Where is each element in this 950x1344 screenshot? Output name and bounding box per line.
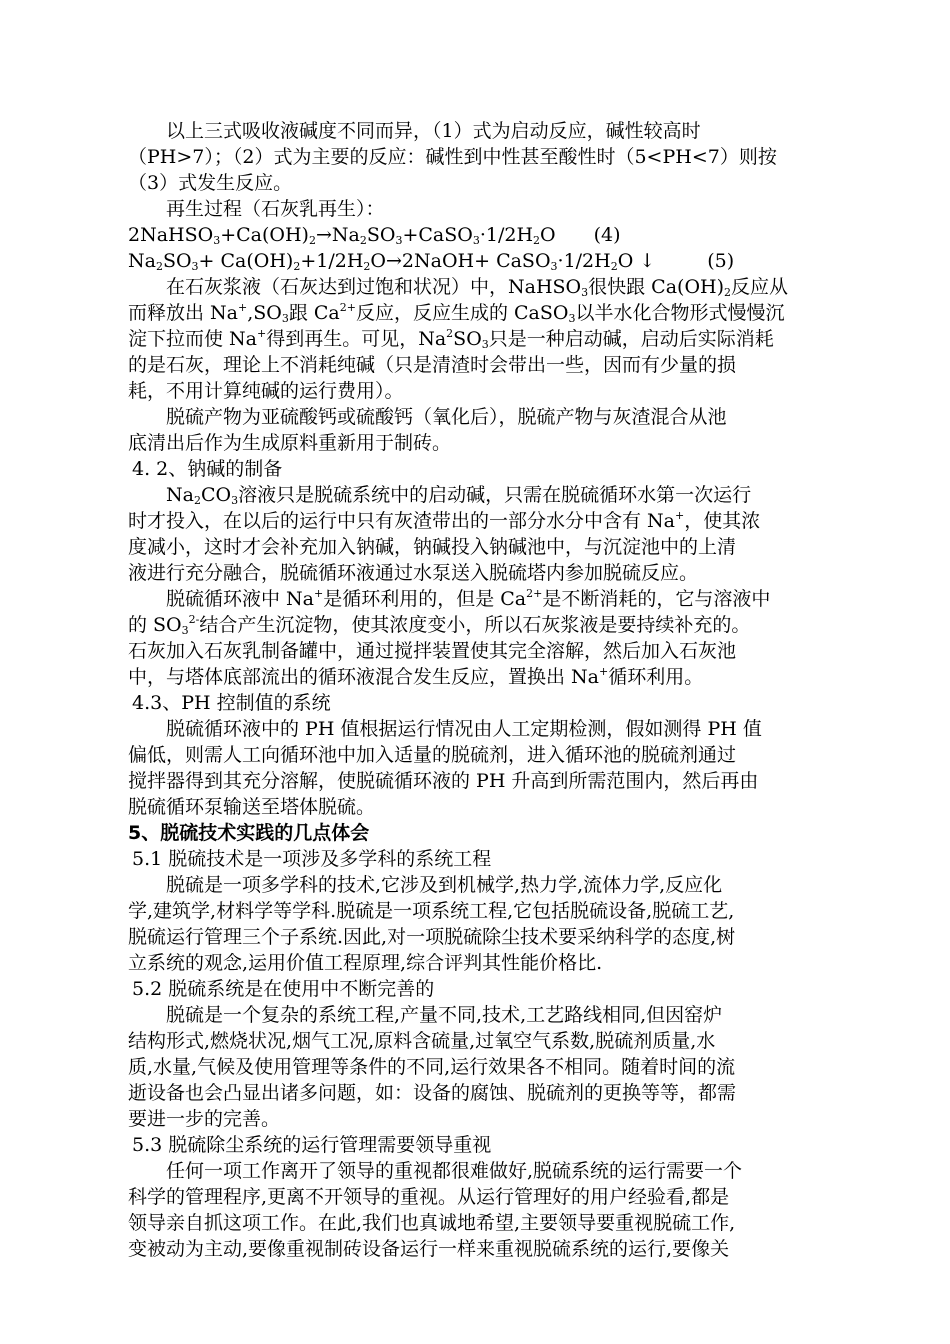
equation-5: $Na_2SO_3+$ $Ca(OH)_2+1/2H_2O\to 2NaOH+$ $CaSO_3\cdot 1/2H_2O$ ↓ (5) — [128, 250, 735, 273]
paragraph-line: 液进行充分融合，脱硫循环液通过水泵送入脱硫塔内参加脱硫反应。 — [128, 562, 699, 584]
paragraph-line: 淀下拉而使 Na+得到再生。可见，$Na^2SO_3$只是一种启动碱，启动后实际消耗 — [128, 327, 774, 351]
section-heading-5-1: 5.1 脱硫技术是一项涉及多学科的系统工程 — [132, 848, 492, 870]
paragraph-line: 质,水量,气候及使用管理等条件的不同,运行效果各不相同。随着时间的流 — [128, 1056, 736, 1078]
paragraph-line: $Na_2CO_3$溶液只是脱硫系统中的启动碱，只需在脱硫循环水第一次运行 — [166, 484, 752, 507]
equation-4: $2NaHSO_3+Ca(OH)_2\to Na_2SO_3+CaSO_3\cdot 1/2H_2O$ (4) — [128, 224, 621, 247]
paragraph-line: 而释放出 $Na^+,SO_3$跟 $Ca^{2+}$反应，反应生成的 CaSO$_3$以半水化合物形式慢慢沉 — [128, 301, 785, 325]
equation-number: (5) — [707, 250, 735, 272]
paragraph-line: 在石灰浆液（石灰达到过饱和状况）中，NaHSO$_3$很快跟 $Ca(OH)_2$反应从 — [166, 276, 789, 299]
paragraph-line: 脱硫循环泵输送至塔体脱硫。 — [128, 796, 376, 818]
paragraph-line: 变被动为主动,要像重视制砖设备运行一样来重视脱硫系统的运行,要像关 — [128, 1238, 730, 1260]
paragraph-line: 领导亲自抓这项工作。在此,我们也真诚地希望,主要领导要重视脱硫工作, — [128, 1212, 736, 1234]
paragraph-line: 任何一项工作离开了领导的重视都很难做好,脱硫系统的运行需要一个 — [166, 1160, 743, 1182]
paragraph-line: 科学的管理程序,更离不开领导的重视。从运行管理好的用户经验看,都是 — [128, 1186, 730, 1208]
paragraph-line: 度减小，这时才会补充加入钠碱，钠碱投入钠碱池中，与沉淀池中的上清 — [128, 536, 737, 558]
section-heading-4-2: 4. 2、钠碱的制备 — [132, 458, 283, 480]
paragraph-line: 脱硫循环液中的 PH 值根据运行情况由人工定期检测，假如测得 PH 值 — [166, 718, 762, 740]
equation-number: (4) — [593, 224, 621, 246]
section-heading-5-3: 5.3 脱硫除尘系统的运行管理需要领导重视 — [132, 1134, 492, 1156]
paragraph-line: 脱硫产物为亚硫酸钙或硫酸钙（氧化后），脱硫产物与灰渣混合从池 — [166, 406, 727, 428]
paragraph-line: 脱硫运行管理三个子系统.因此,对一项脱硫除尘技术要采纳科学的态度,树 — [128, 926, 736, 948]
document-body — [128, 118, 858, 1262]
paragraph-line: 以上三式吸收液碱度不同而异，（1）式为启动反应，碱性较高时 — [166, 120, 701, 142]
paragraph-line: 逝设备也会凸显出诸多问题，如：设备的腐蚀、脱硫剂的更换等等，都需 — [128, 1082, 737, 1104]
paragraph-line: 搅拌器得到其充分溶解，使脱硫循环液的 PH 升高到所需范围内，然后再由 — [128, 770, 759, 792]
paragraph-line: 时才投入，在以后的运行中只有灰渣带出的一部分水分中含有 Na+，使其浓 — [128, 509, 761, 532]
paragraph-line: 结构形式,燃烧状况,烟气工况,原料含硫量,过氧空气系数,脱硫剂质量,水 — [128, 1030, 716, 1052]
paragraph-line: 偏低，则需人工向循环池中加入适量的脱硫剂，进入循环池的脱硫剂通过 — [128, 744, 737, 766]
paragraph-line: （PH>7）；（2）式为主要的反应：碱性到中性甚至酸性时（5<PH<7）则按 — [128, 146, 777, 168]
paragraph-line: （3）式发生反应。 — [128, 172, 293, 194]
paragraph-line: 中，与塔体底部流出的循环液混合发生反应，置换出 Na+循环利用。 — [128, 665, 704, 688]
paragraph-line: 学,建筑学,材料学等学科.脱硫是一项系统工程,它包括脱硫设备,脱硫工艺, — [128, 900, 735, 922]
section-heading-4-3: 4.3、PH 控制值的系统 — [132, 692, 331, 714]
paragraph-line: 底清出后作为生成原料重新用于制砖。 — [128, 432, 452, 454]
paragraph-line: 脱硫循环液中 Na+是循环利用的，但是 $Ca^{2+}$是不断消耗的，它与溶液中 — [166, 587, 771, 610]
section-heading-5: 5、脱硫技术实践的几点体会 — [128, 822, 370, 844]
section-heading-5-2: 5.2 脱硫系统是在使用中不断完善的 — [132, 978, 435, 1000]
regeneration-title: 再生过程（石灰乳再生）： — [166, 198, 385, 220]
paragraph-line: 耗，不用计算纯碱的运行费用）。 — [128, 380, 404, 402]
paragraph-line: 的是石灰，理论上不消耗纯碱（只是清渣时会带出一些，因而有少量的损 — [128, 354, 737, 376]
paragraph-line: 的 $SO_3^{2-}$结合产生沉淀物，使其浓度变小，所以石灰浆液是要持续补充的。 — [128, 613, 751, 637]
paragraph-line: 脱硫是一个复杂的系统工程,产量不同,技术,工艺路线相同,但因窑炉 — [166, 1004, 723, 1026]
paragraph-line: 立系统的观念,运用价值工程原理,综合评判其性能价格比. — [128, 952, 603, 974]
paragraph-line: 脱硫是一项多学科的技术,它涉及到机械学,热力学,流体力学,反应化 — [166, 874, 723, 896]
paragraph-line: 要进一步的完善。 — [128, 1108, 281, 1130]
paragraph-line: 石灰加入石灰乳制备罐中，通过搅拌装置使其完全溶解，然后加入石灰池 — [128, 640, 737, 662]
